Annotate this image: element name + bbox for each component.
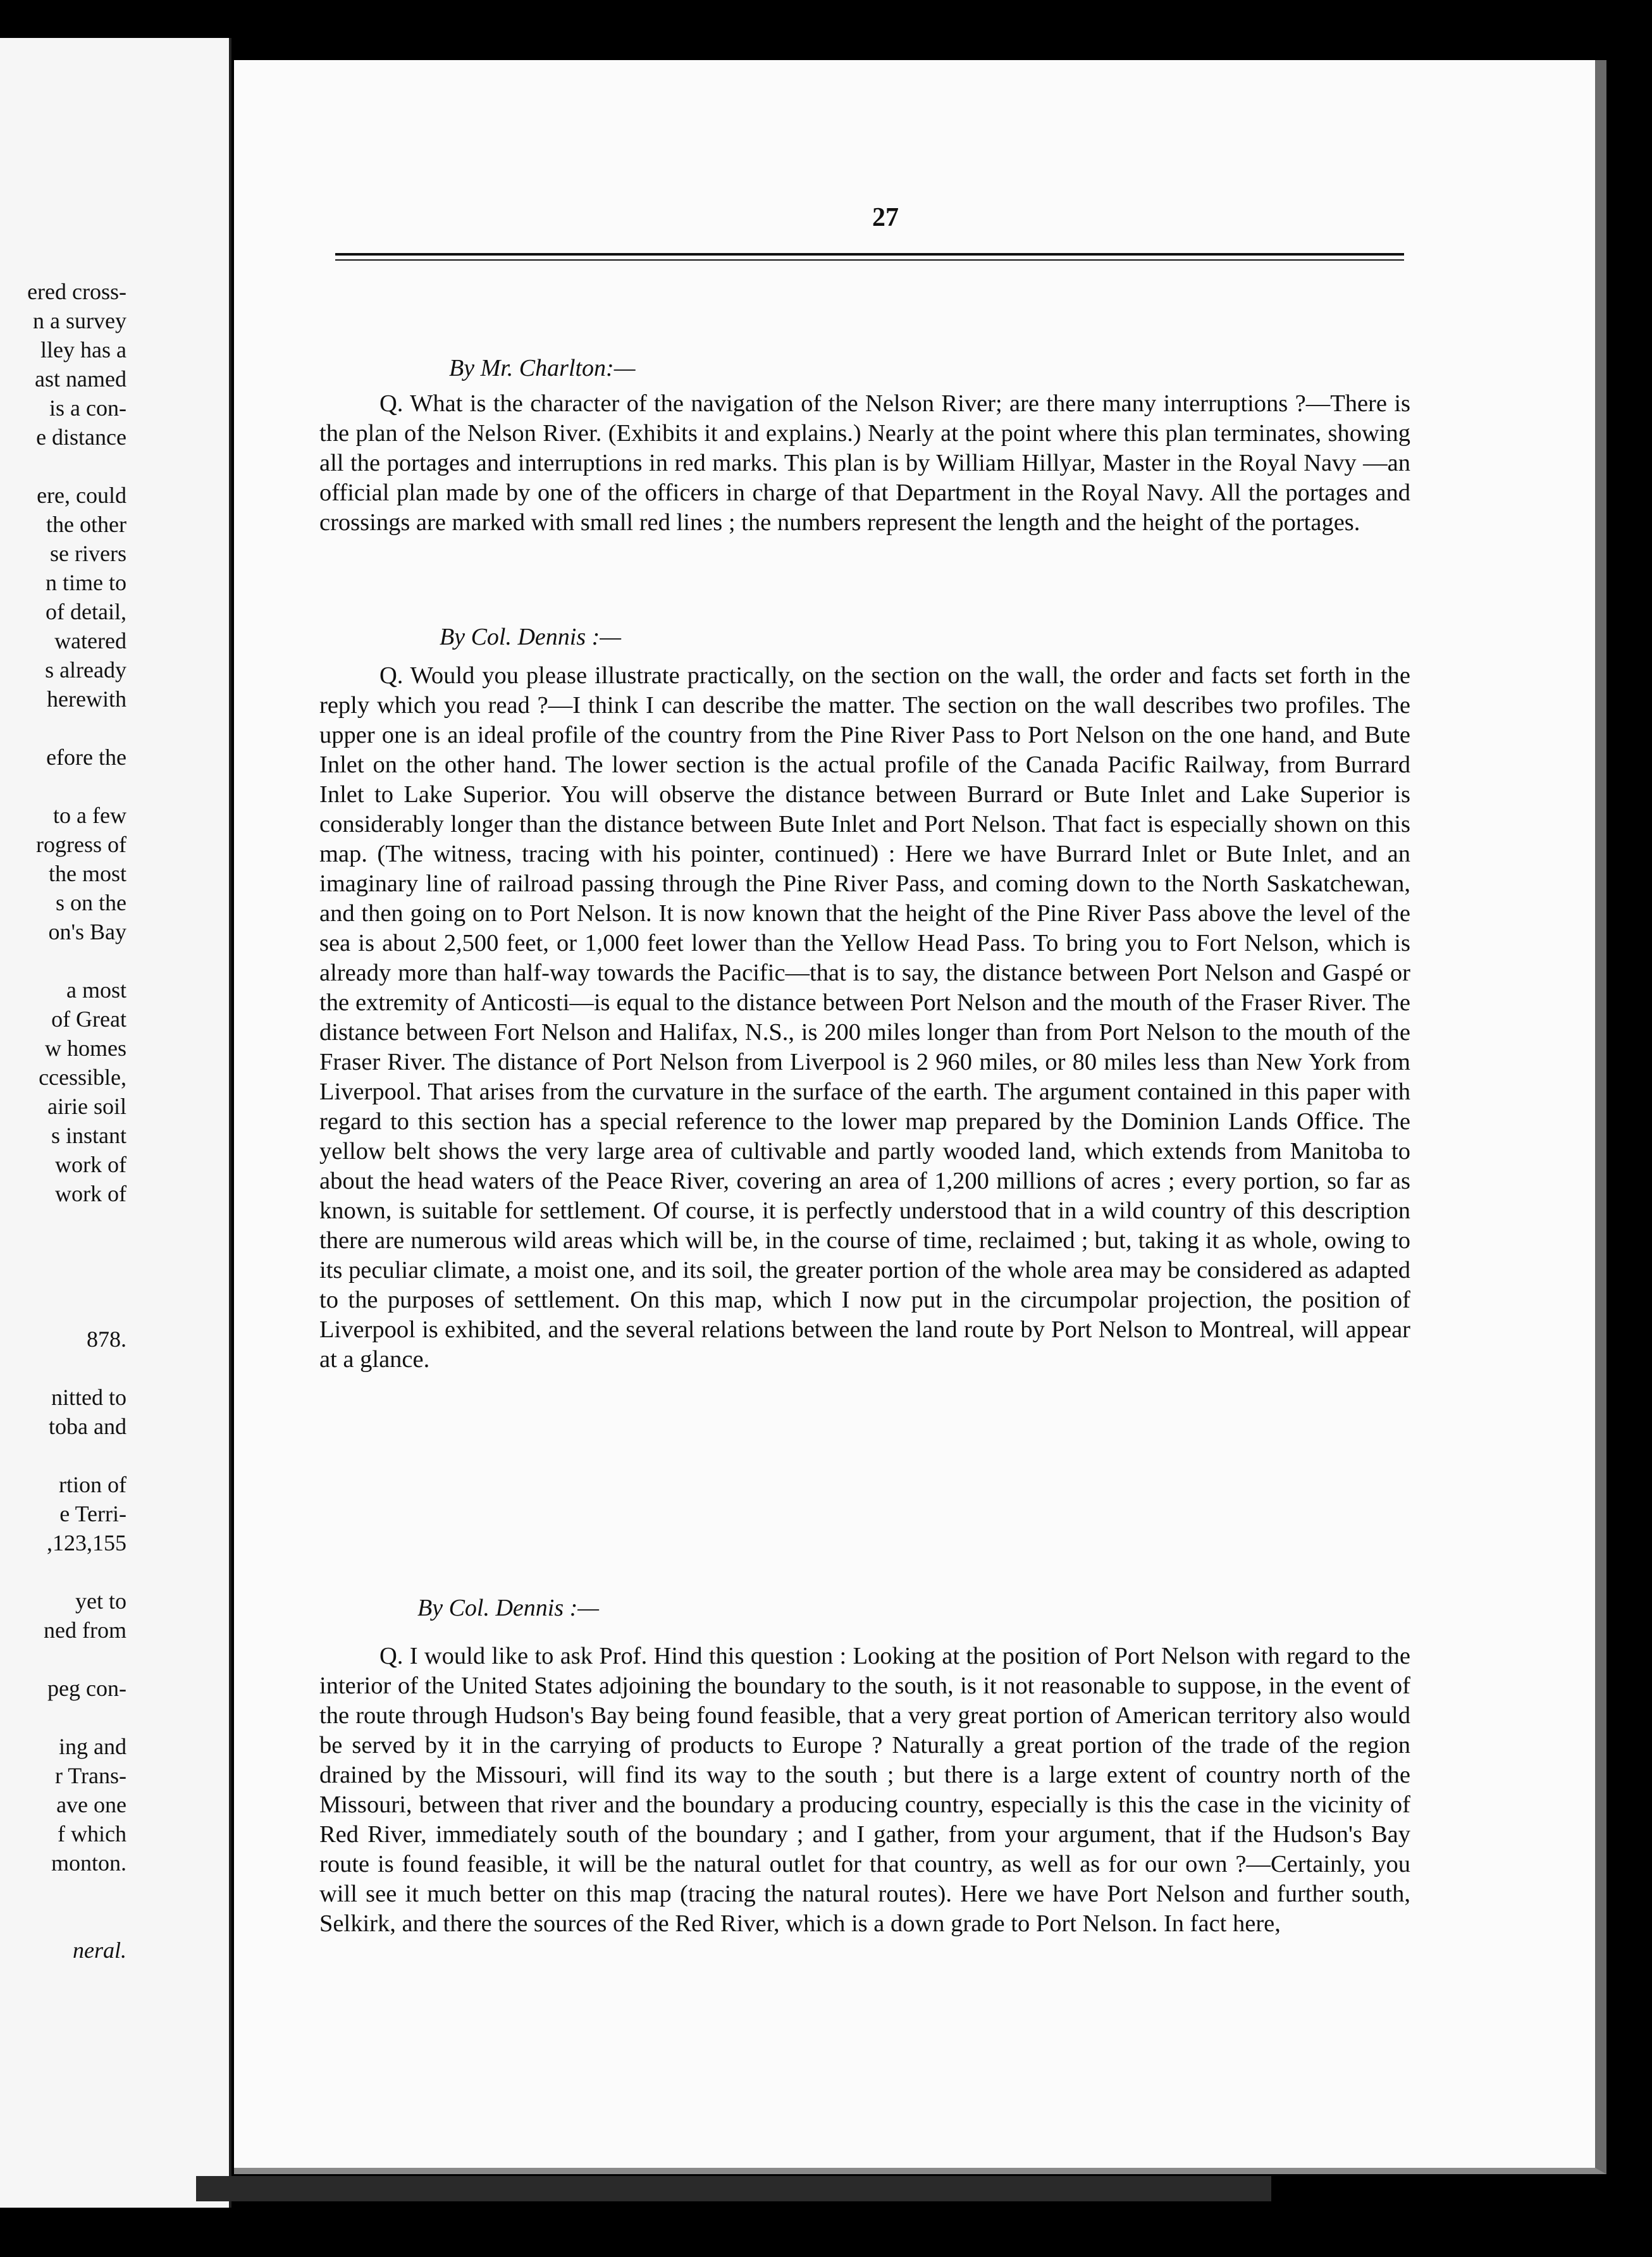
speaker-heading: By Mr. Charlton:—	[449, 355, 636, 381]
previous-page-line: toba and	[49, 1414, 126, 1439]
previous-page-line: work of	[55, 1152, 126, 1177]
previous-page-line: s already	[45, 657, 126, 683]
previous-page-line: rogress of	[36, 832, 126, 857]
previous-page-line: se rivers	[50, 541, 126, 566]
previous-page-line: ered cross-	[27, 279, 126, 304]
previous-page-line: nitted to	[51, 1385, 126, 1410]
previous-page-line: herewith	[47, 686, 126, 712]
testimony-paragraph: Q. Would you please illustrate practically, on the section on the wall, the order and facts set forth in the reply which you read ?—I think I can describe the matter. The section on the wall describes two profiles. The upper one is an ideal profile of the country from the Pine River Pass to Port Nelson on the one hand, and Bute Inlet on the other hand. The lower section is the actual profile of the Canada Pacific Railway, from Burrard Inlet to Lake Superior. You will observe the distance between Burrard or Bute Inlet and Lake Superior is considerably longer than the distance between Bute Inlet and Port Nelson. That fact is especially shown on this map. (The witness, tracing with his pointer, continued) : Here we have Burrard Inlet or Bute Inlet, and an imaginary line of railroad passing through the Pine River Pass, and coming down to the North Saskatchewan, and then going on to Port Nelson. It is now known that the height of the Pine River Pass above the level of the sea is about 2,500 feet, or 1,000 feet lower than the Yellow Head Pass. To bring you to Fort Nelson, which is already more than half-way towards the Pacific—that is to say, the distance between Port Nelson and Gaspé or the extremity of Anticosti—is equal to the distance between Port Nelson and the mouth of the Fraser River. The distance between Fort Nelson and Halifax, N.S., is 200 miles longer than from Port Nelson to the mouth of the Fraser River. The distance of Port Nelson from Liverpool is 2 960 miles, or 80 miles less than New York from Liverpool. That arises from the curvature in the surface of the earth. The argument contained in this paper with regard to this section has a special reference to the lower map prepared by the Dominion Lands Office. The yellow belt shows the very large area of cultivable and partly wooded land, which extends from Manitoba to about the head waters of the Peace River, covering an area of 1,200 millions of acres ; every portion, so far as known, is suitable for settlement. Of course, it is perfectly understood that in a wild country of this description there are numerous wild areas which will be, in the course of time, reclaimed ; but, taking it as whole, owing to its peculiar climate, a moist one, and its soil, the greater portion of the whole area may be considered as adapted to the purposes of settlement. On this map, which I now put in the circumpolar projection, the position of Liverpool is exhibited, and the several relations between the land route by Port Nelson to Montreal, will appear at a glance.	[319, 662, 1410, 1373]
previous-page-line: of Great	[51, 1006, 126, 1032]
previous-page-line: yet to	[75, 1588, 126, 1614]
previous-page-line: s instant	[51, 1123, 126, 1148]
previous-page-line: e Terri-	[59, 1501, 126, 1526]
page-number: 27	[872, 203, 899, 232]
previous-page-line: r Trans-	[54, 1763, 126, 1788]
previous-page-line: lley has a	[40, 337, 126, 362]
previous-page-line: monton.	[51, 1850, 126, 1876]
previous-page-line: 878.	[87, 1326, 126, 1352]
previous-page-line: w homes	[45, 1036, 126, 1061]
previous-page-line: to a few	[53, 803, 126, 828]
previous-page-line: ccessible,	[39, 1065, 126, 1090]
page-bottom-edge	[196, 2176, 1271, 2201]
previous-page-line: ned from	[44, 1617, 126, 1643]
previous-page-line: s on the	[56, 890, 126, 915]
previous-page-line: work of	[55, 1181, 126, 1206]
testimony-paragraph: Q. What is the character of the navigation of the Nelson River; are there many interruptions ?—There is the plan of the Nelson River. (Exhibits it and explains.) Nearly at the point where this plan terminates, showing all the portages and interruptions in red marks. This plan is by William Hillyar, Master in the Royal Navy —an official plan made by one of the officers in charge of that Department in the Royal Navy. All the portages and crossings are marked with small red lines ; the numbers represent the length and the height of the portages.	[319, 390, 1410, 536]
previous-page-line: a most	[66, 977, 126, 1003]
previous-page-line: ave one	[56, 1792, 126, 1817]
previous-page-line: ,123,155	[47, 1530, 126, 1555]
previous-page-line: ast named	[35, 366, 126, 392]
previous-page-line: neral.	[73, 1938, 126, 1963]
previous-page-line: e distance	[36, 424, 126, 450]
previous-page-line: n time to	[46, 570, 126, 595]
previous-page-line: ing and	[59, 1734, 126, 1759]
previous-page-line: on's Bay	[48, 919, 126, 944]
previous-page-line: of detail,	[46, 599, 126, 624]
speaker-heading: By Col. Dennis :—	[440, 624, 622, 650]
previous-page-line: ere, could	[37, 483, 126, 508]
previous-page-line: efore the	[46, 745, 126, 770]
previous-page-fragment	[0, 38, 231, 2208]
speaker-heading: By Col. Dennis :—	[417, 1595, 600, 1621]
previous-page-line: n a survey	[33, 308, 126, 333]
header-rule	[335, 253, 1404, 261]
previous-page-line: airie soil	[47, 1094, 126, 1119]
previous-page-line: peg con-	[47, 1676, 126, 1701]
previous-page-line: watered	[54, 628, 126, 653]
previous-page-line: the other	[46, 512, 126, 537]
previous-page-text	[0, 277, 126, 1965]
testimony-paragraph: Q. I would like to ask Prof. Hind this question : Looking at the position of Port Nelson with regard to the interior of the United States adjoining the boundary to the south, is it not reasonable to suppose, in the event of the route through Hudson's Bay being found feasible, that a very great portion of American territory also would be served by it in the carrying of products to Europe ? Naturally a great portion of the trade of the region drained by the Missouri, will find its way to the south ; but there is a large extent of country north of the Missouri, between that river and the boundary a producing country, especially is this the case in the vicinity of Red River, immediately south of the boundary ; and I gather, from your argument, that if the Hudson's Bay route is found feasible, it will be the natural outlet for that country, as well as for our own ?—Certainly, you will see it much better on this map (tracing the natural routes). Here we have Port Nelson and further south, Selkirk, and there the sources of the Red River, which is a down grade to Port Nelson. In fact here,	[319, 1643, 1410, 1937]
previous-page-line: f which	[58, 1821, 126, 1846]
previous-page-line: rtion of	[59, 1472, 126, 1497]
previous-page-line: the most	[49, 861, 126, 886]
previous-page-line: is a con-	[49, 395, 126, 421]
main-page	[234, 60, 1606, 2174]
